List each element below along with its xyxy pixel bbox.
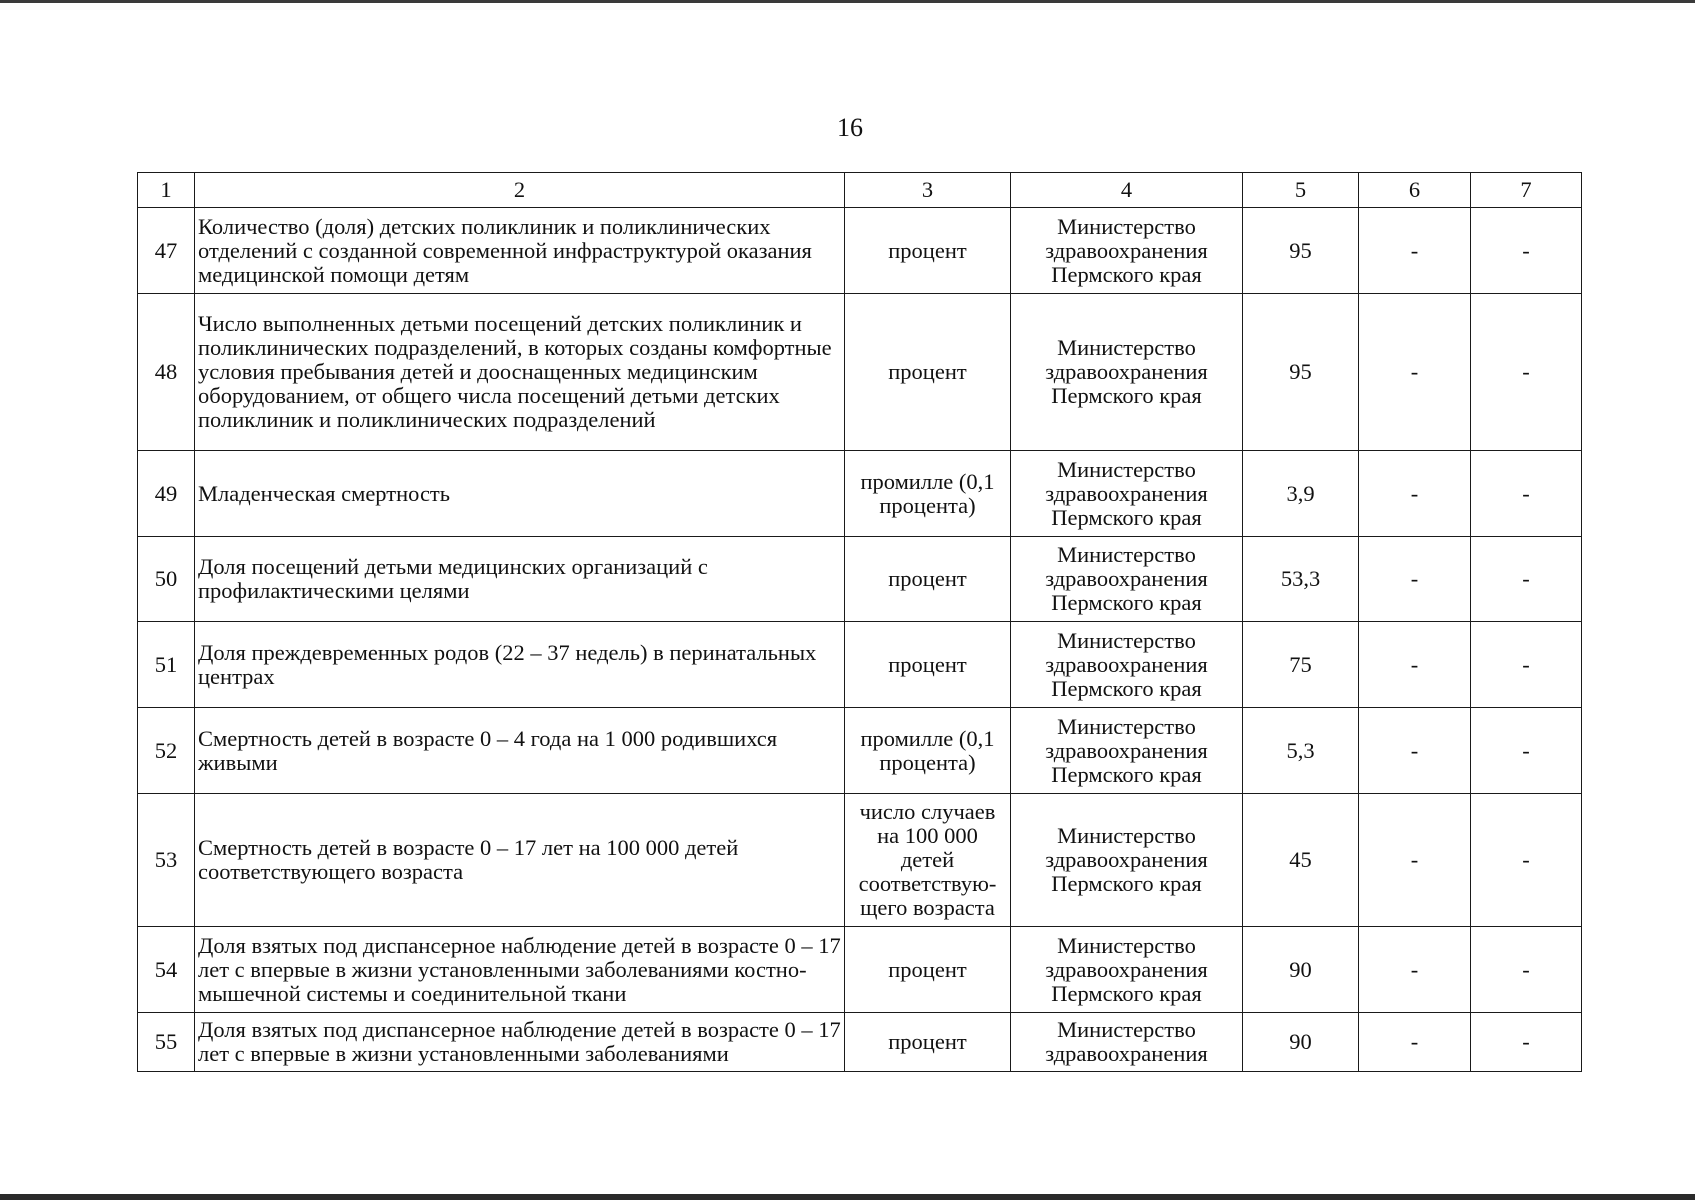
unit-cell: процент: [845, 294, 1011, 451]
col6-cell: -: [1359, 1013, 1471, 1072]
table-row: [138, 451, 1582, 537]
responsible-org: Министерство здравоохранения Пермского края: [1011, 208, 1243, 294]
row-number: 49: [138, 451, 195, 537]
table-row: [138, 794, 1582, 927]
responsible-org: Министерство здравоохранения Пермского края: [1011, 622, 1243, 708]
unit-cell: процент: [845, 927, 1011, 1013]
responsible-org: Министерство здравоохранения Пермского края: [1011, 537, 1243, 622]
header-cell-1: 1: [138, 173, 195, 208]
row-number: 48: [138, 294, 195, 451]
indicator-name: Количество (доля) детских поликлиник и поликлинических отделений с созданной современной инфраструктурой оказания медицинской помощи детям: [195, 208, 845, 294]
table-header-row: [138, 173, 1582, 208]
col7-cell: -: [1471, 451, 1582, 537]
col7-cell: -: [1471, 294, 1582, 451]
table-row: [138, 1013, 1582, 1072]
row-number: 53: [138, 794, 195, 927]
indicator-name: Доля преждевременных родов (22 – 37 недель) в перинатальных центрах: [195, 622, 845, 708]
header-cell-2: 2: [195, 173, 845, 208]
unit-cell: промилле (0,1 процента): [845, 708, 1011, 794]
col7-cell: -: [1471, 927, 1582, 1013]
scan-edge-bottom: [0, 1194, 1695, 1200]
indicator-name: Смертность детей в возрасте 0 – 4 года на 1 000 родившихся живыми: [195, 708, 845, 794]
target-value: 90: [1243, 1013, 1359, 1072]
unit-cell: процент: [845, 537, 1011, 622]
col6-cell: -: [1359, 294, 1471, 451]
unit-cell: промилле (0,1 процента): [845, 451, 1011, 537]
col6-cell: -: [1359, 708, 1471, 794]
table-row: [138, 537, 1582, 622]
unit-cell: процент: [845, 622, 1011, 708]
col7-cell: -: [1471, 794, 1582, 927]
responsible-org: Министерство здравоохранения Пермского края: [1011, 451, 1243, 537]
header-cell-4: 4: [1011, 173, 1243, 208]
col6-cell: -: [1359, 451, 1471, 537]
table-row: [138, 622, 1582, 708]
target-value: 95: [1243, 208, 1359, 294]
unit-cell: число случаев на 100 000 детей соответствую-щего возраста: [845, 794, 1011, 927]
row-number: 52: [138, 708, 195, 794]
indicator-name: Смертность детей в возрасте 0 – 17 лет на 100 000 детей соответствующего возраста: [195, 794, 845, 927]
target-value: 45: [1243, 794, 1359, 927]
target-value: 75: [1243, 622, 1359, 708]
table-row: [138, 208, 1582, 294]
row-number: 55: [138, 1013, 195, 1072]
col7-cell: -: [1471, 208, 1582, 294]
indicator-name: Число выполненных детьми посещений детских поликлиник и поликлинических подразделений, в которых созданы комфортные условия пребывания детей и дооснащенных медицинским оборудованием, от общего числа посещений детьми детских поликлиник и поликлинических подразделений: [195, 294, 845, 451]
col6-cell: -: [1359, 622, 1471, 708]
header-cell-3: 3: [845, 173, 1011, 208]
indicators-table: [137, 172, 1582, 1072]
table-row: [138, 294, 1582, 451]
col7-cell: -: [1471, 622, 1582, 708]
col7-cell: -: [1471, 708, 1582, 794]
indicator-name: Доля взятых под диспансерное наблюдение детей в возрасте 0 – 17 лет с впервые в жизни установленными заболеваниями костно-мышечной системы и соединительной ткани: [195, 927, 845, 1013]
responsible-org: Министерство здравоохранения Пермского края: [1011, 708, 1243, 794]
col7-cell: -: [1471, 1013, 1582, 1072]
indicator-name: Доля взятых под диспансерное наблюдение детей в возрасте 0 – 17 лет с впервые в жизни установленными заболеваниями: [195, 1013, 845, 1072]
target-value: 95: [1243, 294, 1359, 451]
scan-edge-top: [0, 0, 1695, 3]
header-cell-5: 5: [1243, 173, 1359, 208]
table-row: [138, 708, 1582, 794]
header-cell-7: 7: [1471, 173, 1582, 208]
row-number: 54: [138, 927, 195, 1013]
row-number: 50: [138, 537, 195, 622]
row-number: 51: [138, 622, 195, 708]
indicator-name: Доля посещений детьми медицинских организаций с профилактическими целями: [195, 537, 845, 622]
col6-cell: -: [1359, 794, 1471, 927]
target-value: 3,9: [1243, 451, 1359, 537]
unit-cell: процент: [845, 1013, 1011, 1072]
unit-cell: процент: [845, 208, 1011, 294]
target-value: 90: [1243, 927, 1359, 1013]
responsible-org: Министерство здравоохранения Пермского края: [1011, 794, 1243, 927]
col6-cell: -: [1359, 927, 1471, 1013]
col6-cell: -: [1359, 537, 1471, 622]
target-value: 5,3: [1243, 708, 1359, 794]
responsible-org: Министерство здравоохранения: [1011, 1013, 1243, 1072]
row-number: 47: [138, 208, 195, 294]
responsible-org: Министерство здравоохранения Пермского края: [1011, 927, 1243, 1013]
responsible-org: Министерство здравоохранения Пермского края: [1011, 294, 1243, 451]
table-row: [138, 927, 1582, 1013]
target-value: 53,3: [1243, 537, 1359, 622]
col6-cell: -: [1359, 208, 1471, 294]
header-cell-6: 6: [1359, 173, 1471, 208]
indicator-name: Младенческая смертность: [195, 451, 845, 537]
page-number: 16: [837, 113, 863, 142]
col7-cell: -: [1471, 537, 1582, 622]
